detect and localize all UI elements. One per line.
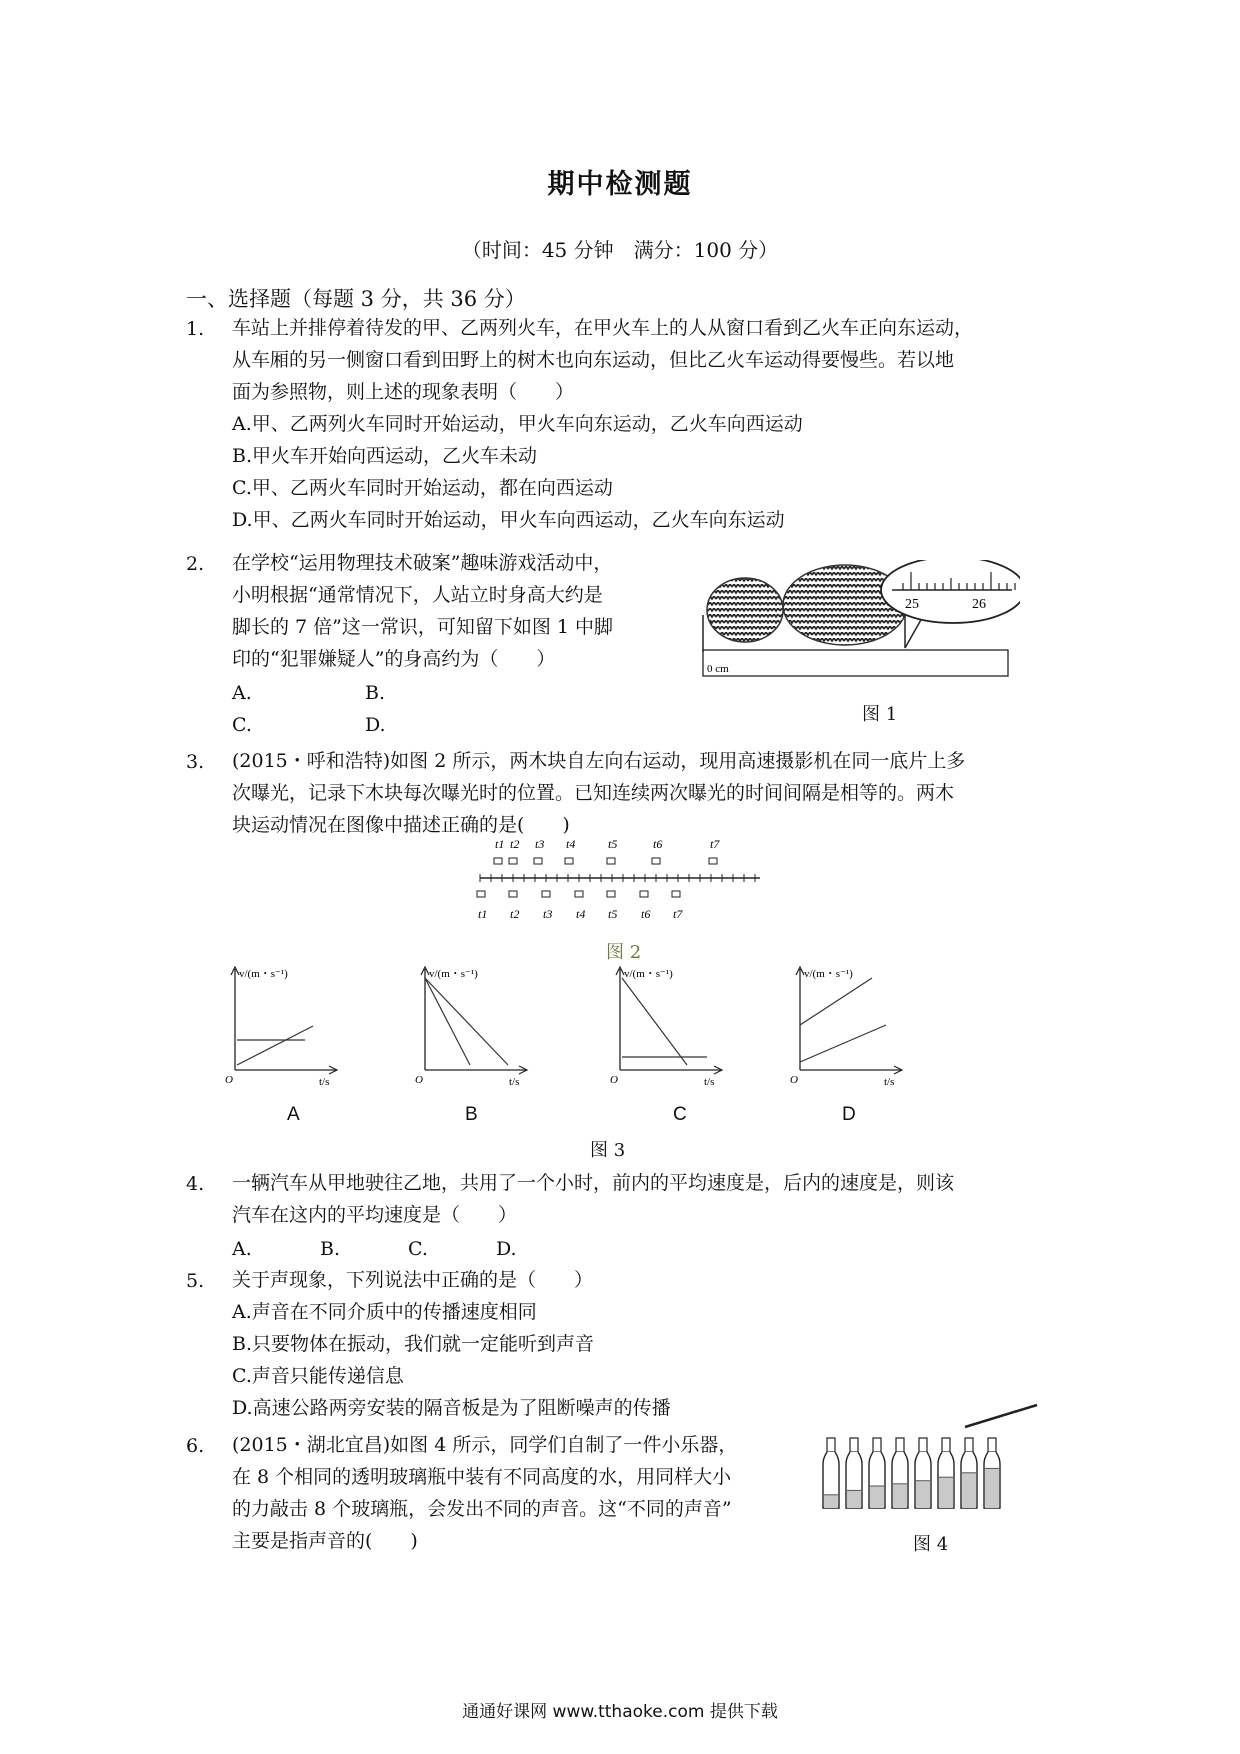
upper-block [509, 858, 517, 864]
origin-label: O [225, 1074, 233, 1086]
q2-line: 小明根据“通常情况下，人站立时身高大约是 [232, 584, 603, 606]
upper-time-label: t4 [566, 838, 576, 851]
q6-line: 的力敲击 8 个玻璃瓶，会发出不同的声音。这“不同的声音” [232, 1498, 732, 1520]
v-axis-label: v/(m・s⁻¹) [429, 968, 478, 980]
q3-number: 3. [186, 751, 205, 773]
q1-line: 面为参照物，则上述的现象表明（ ） [232, 381, 575, 403]
q2-line: 印的“犯罪嫌疑人”的身高约为（ ） [232, 648, 556, 670]
q2-line: 在学校“运用物理技术破案”趣味游戏活动中， [232, 552, 613, 574]
q1-option-b: B.甲火车开始向西运动，乙火车未动 [232, 445, 538, 467]
upper-time-label: t6 [653, 838, 663, 851]
lower-time-label: t3 [543, 907, 553, 921]
upper-time-label: t7 [710, 838, 720, 851]
glass-bottle [846, 1438, 862, 1508]
lower-block-positions [477, 891, 683, 921]
water-level [893, 1484, 907, 1508]
figure-4-caption: 图 4 [913, 1534, 949, 1555]
lower-block [575, 891, 583, 897]
q1-stem [232, 312, 973, 536]
q1-line: 从车厢的另一侧窗口看到田野上的树木也向东运动，但比乙火车运动得要慢些。若以地 [232, 349, 955, 371]
lower-block [542, 891, 550, 897]
q1-option-a: A.甲、乙两列火车同时开始运动，甲火车向东运动，乙火车向西运动 [232, 413, 803, 435]
ruler-zero-label: 0 cm [707, 663, 729, 675]
lower-block [509, 891, 517, 897]
graph-letter-c: C [673, 1104, 687, 1125]
water-level [916, 1481, 930, 1508]
figure-2-exposures [475, 838, 765, 928]
upper-time-label: t2 [510, 838, 520, 851]
q6-line: 在 8 个相同的透明玻璃瓶中装有不同高度的水，用同样大小 [232, 1466, 732, 1488]
q4-option-b: B. [320, 1238, 341, 1260]
origin-label: O [415, 1074, 423, 1086]
upper-block [534, 858, 542, 864]
upper-time-label: t5 [608, 838, 618, 851]
q5-stem [232, 1264, 671, 1424]
lower-block [640, 891, 648, 897]
glass-bottle [961, 1438, 977, 1508]
q3-stem [232, 745, 965, 841]
v-axis-label: v/(m・s⁻¹) [624, 968, 673, 980]
lower-time-label: t4 [576, 907, 586, 921]
glass-bottle [823, 1438, 839, 1508]
q4-number: 4. [186, 1173, 205, 1195]
q5-number: 5. [186, 1270, 205, 1292]
footprint-heel [707, 578, 783, 642]
upper-time-label: t3 [535, 838, 545, 851]
origin-label: O [790, 1074, 798, 1086]
q5-line: 关于声现象，下列说法中正确的是（ ） [232, 1269, 594, 1291]
q6-line: (2015・湖北宜昌)如图 4 所示，同学们自制了一件小乐器， [232, 1434, 738, 1456]
exam-info: （时间：45 分钟 满分：100 分） [461, 238, 779, 262]
graph-d [790, 965, 910, 1090]
q6-number: 6. [186, 1435, 205, 1457]
glass-bottle [938, 1438, 954, 1508]
q6-line: 主要是指声音的( ) [232, 1530, 418, 1552]
q5-option-d: D.高速公路两旁安装的隔音板是为了阻断噪声的传播 [232, 1397, 671, 1419]
graph-letter-a: A [287, 1104, 300, 1125]
magnifier-circle [881, 560, 1020, 623]
graph-c [610, 965, 730, 1090]
q5-option-a: A.声音在不同介质中的传播速度相同 [232, 1301, 537, 1323]
glass-bottle [869, 1438, 885, 1508]
q2-option-d: D. [365, 714, 386, 736]
graph-line [800, 978, 872, 1025]
q2-line: 脚长的 7 倍”这一常识，可知留下如图 1 中脚 [232, 616, 614, 638]
lower-block [477, 891, 485, 897]
lower-time-label: t5 [608, 907, 618, 921]
graph-a [225, 965, 345, 1090]
figure-2-caption: 图 2 [606, 942, 642, 963]
lower-time-label: t2 [510, 907, 520, 921]
q2-option-a: A. [232, 682, 252, 704]
q2-number: 2. [186, 553, 205, 575]
q2-stem [232, 547, 613, 675]
graph-line [800, 1025, 886, 1062]
figure-1-footprint [700, 560, 1020, 685]
q2-option-b: B. [365, 682, 386, 704]
water-level [824, 1495, 838, 1508]
water-level [939, 1477, 953, 1508]
graph-line [425, 978, 470, 1065]
glass-bottle [984, 1438, 1000, 1508]
page-footer: 通通好课网 www.tthaoke.com 提供下载 [462, 1702, 778, 1722]
q3-line: 块运动情况在图像中描述正确的是( ) [232, 814, 570, 836]
lower-time-label: t6 [641, 907, 651, 921]
q4-stem [232, 1167, 954, 1231]
q3-line: (2015・呼和浩特)如图 2 所示，两木块自左向右运动，现用高速摄影机在同一底片上多 [232, 750, 966, 772]
ruler-tick-25: 25 [905, 597, 919, 612]
water-level [985, 1468, 999, 1508]
striker-stick [965, 1405, 1037, 1427]
figure-1-caption: 图 1 [862, 704, 898, 725]
graph-letter-b: B [465, 1104, 478, 1125]
glass-bottle [915, 1438, 931, 1508]
t-axis-label: t/s [319, 1076, 330, 1088]
graph-line [237, 1026, 313, 1065]
upper-block-positions [494, 838, 720, 864]
graph-line [622, 978, 687, 1065]
q2-option-c: C. [232, 714, 252, 736]
page-title: 期中检测题 [547, 169, 693, 200]
origin-label: O [610, 1074, 618, 1086]
ruler-tick-26: 26 [972, 597, 986, 612]
q6-stem [232, 1429, 737, 1557]
upper-block [565, 858, 573, 864]
upper-block [494, 858, 502, 864]
ruler-body [703, 650, 1008, 676]
water-level [962, 1473, 976, 1508]
upper-block [709, 858, 717, 864]
q1-number: 1. [186, 318, 205, 340]
upper-block [607, 858, 615, 864]
section-heading: 一、选择题（每题 3 分，共 36 分） [186, 287, 526, 311]
water-level [847, 1490, 861, 1508]
q4-option-a: A. [232, 1238, 252, 1260]
t-axis-label: t/s [884, 1076, 895, 1088]
bottle-row [823, 1438, 1000, 1508]
upper-block [652, 858, 660, 864]
graph-line [425, 978, 508, 1065]
q4-line: 一辆汽车从甲地驶往乙地，共用了一个小时，前内的平均速度是，后内的速度是，则该 [232, 1172, 955, 1194]
v-axis-label: v/(m・s⁻¹) [804, 968, 853, 980]
figure-3-caption: 图 3 [590, 1140, 626, 1161]
lower-time-label: t1 [478, 907, 488, 921]
water-level [870, 1486, 884, 1508]
q4-option-d: D. [496, 1238, 517, 1260]
q5-option-c: C.声音只能传递信息 [232, 1365, 404, 1387]
glass-bottle [892, 1438, 908, 1508]
t-axis-label: t/s [509, 1076, 520, 1088]
t-axis-label: t/s [704, 1076, 715, 1088]
q4-line: 汽车在这内的平均速度是（ ） [232, 1204, 518, 1226]
lower-block [607, 891, 615, 897]
q5-option-b: B.只要物体在振动，我们就一定能听到声音 [232, 1333, 595, 1355]
q1-option-c: C.甲、乙两火车同时开始运动，都在向西运动 [232, 477, 613, 499]
upper-time-label: t1 [495, 838, 505, 851]
q1-option-d: D.甲、乙两火车同时开始运动，甲火车向西运动，乙火车向东运动 [232, 509, 785, 531]
q1-line: 车站上并排停着待发的甲、乙两列火车，在甲火车上的人从窗口看到乙火车正向东运动， [232, 317, 974, 339]
figure-4-bottles [815, 1400, 1040, 1510]
lower-block [672, 891, 680, 897]
v-axis-label: v/(m・s⁻¹) [239, 968, 288, 980]
graph-letter-d: D [842, 1104, 856, 1125]
lower-time-label: t7 [673, 907, 683, 921]
q4-option-c: C. [408, 1238, 428, 1260]
graph-b [415, 965, 535, 1090]
q3-line: 次曝光，记录下木块每次曝光时的位置。已知连续两次曝光的时间间隔是相等的。两木 [232, 782, 955, 804]
